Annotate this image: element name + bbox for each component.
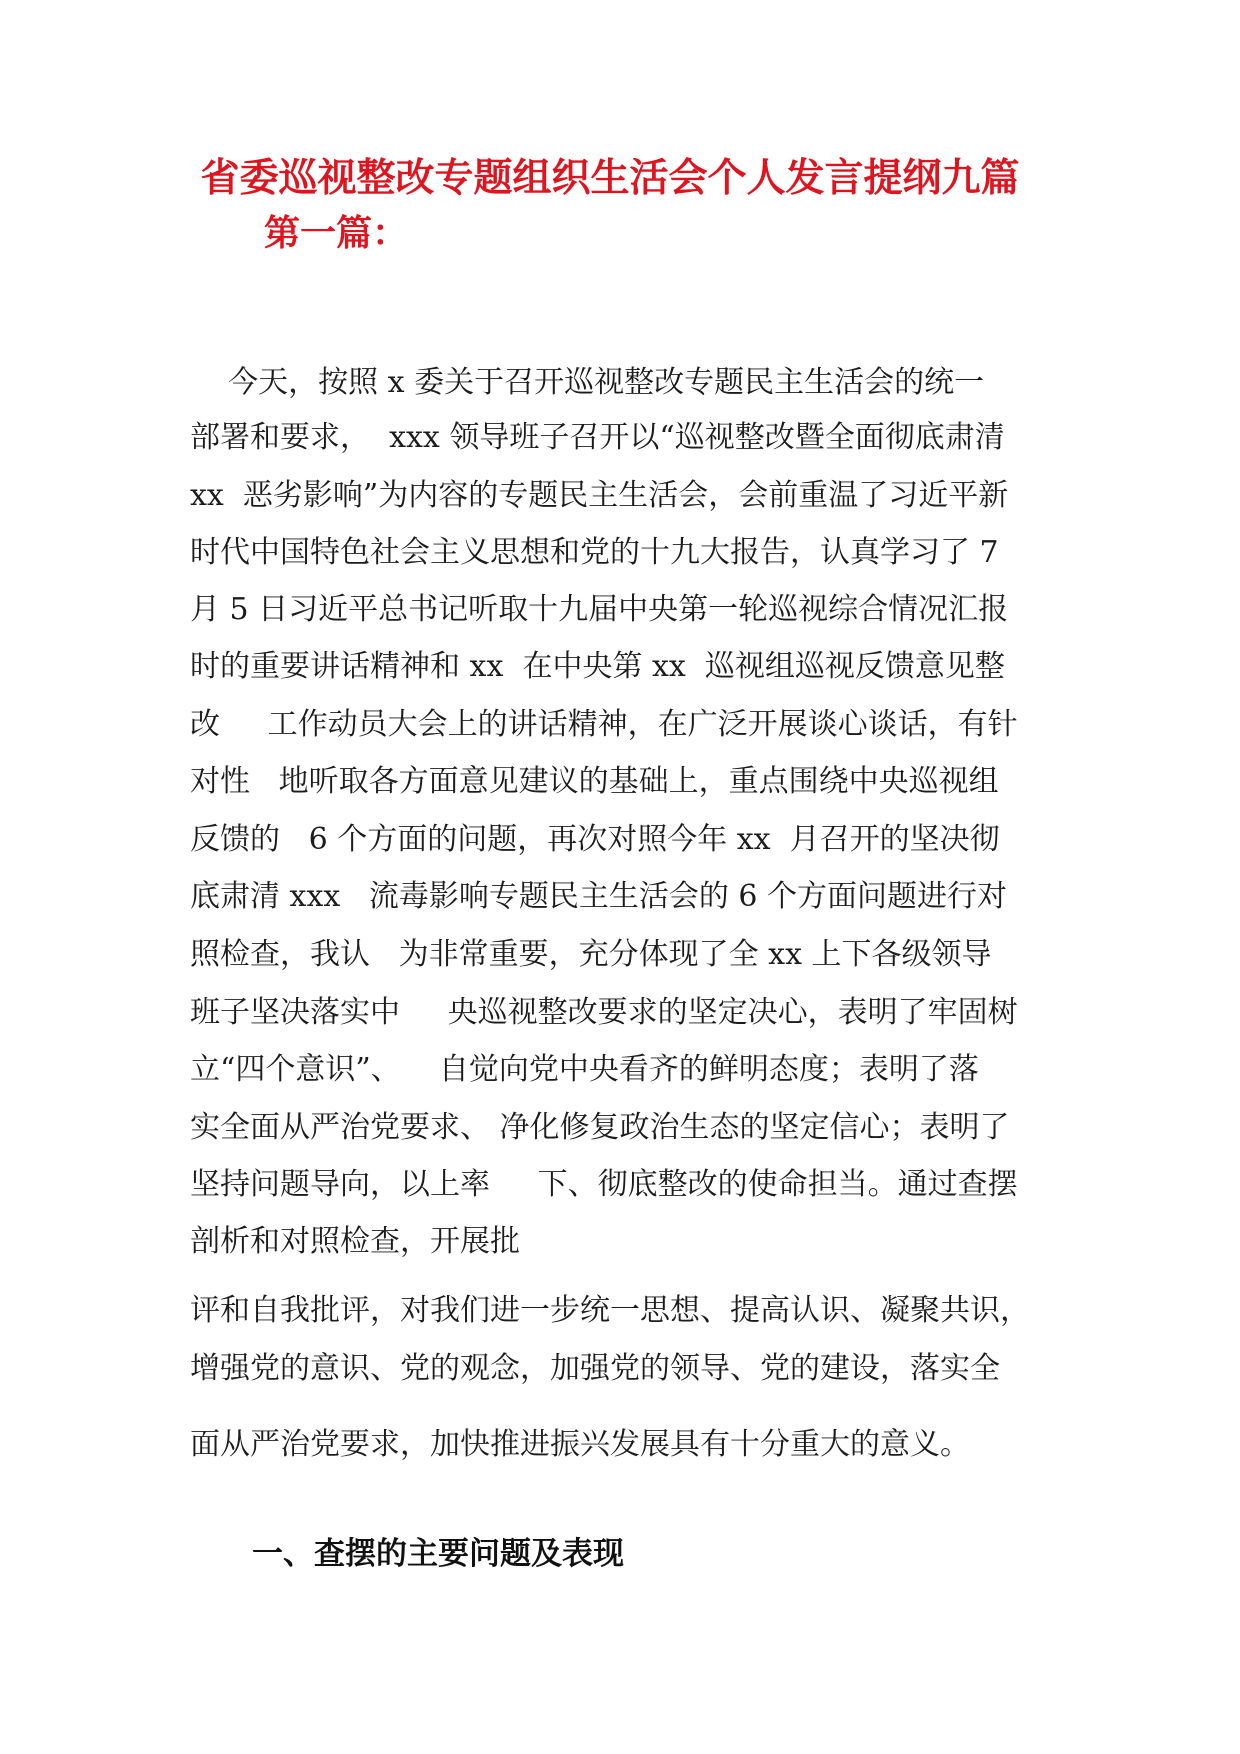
paragraph-line: 照检查，我认 为非常重要，充分体现了全 xx 上下各级领导 [190, 937, 992, 972]
section-label: 第一篇： [264, 212, 409, 254]
paragraph-line: 立“四个意识”、 自觉向党中央看齐的鲜明态度；表明了落 [190, 1052, 979, 1087]
paragraph-line: 部署和要求， xxx 领导班子召开以“巡视整改暨全面彻底肃清 [190, 420, 1005, 455]
paragraph-line: 今天，按照 x 委关于召开巡视整改专题民主生活会的统一 [190, 365, 985, 400]
paragraph-line: xx 恶劣影响”为内容的专题民主生活会，会前重温了习近平新 [190, 478, 1009, 513]
paragraph-line: 班子坚决落实中 央巡视整改要求的坚定决心，表明了牢固树 [190, 995, 1018, 1030]
paragraph-line: 增强党的意识、党的观念，加强党的领导、党的建设，落实全 [190, 1351, 1000, 1386]
paragraph-line: 对性 地听取各方面意见建议的基础上，重点围绕中央巡视组 [190, 764, 999, 799]
paragraph-line: 反馈的 6 个方面的问题，再次对照今年 xx 月召开的坚决彻 [190, 822, 1000, 857]
paragraph-line: 坚持问题导向，以上率 下、彻底整改的使命担当。通过查摆 [190, 1167, 1018, 1202]
paragraph-line: 时代中国特色社会主义思想和党的十九大报告，认真学习了 7 [190, 535, 999, 570]
paragraph-line: 评和自我批评，对我们进一步统一思想、提高认识、凝聚共识， [190, 1293, 1030, 1328]
paragraph-line: 月 5 日习近平总书记听取十九届中央第一轮巡视综合情况汇报 [190, 592, 1009, 627]
section-heading: 一、查摆的主要问题及表现 [252, 1536, 624, 1572]
paragraph-line: 面从严治党要求，加快推进振兴发展具有十分重大的意义。 [190, 1427, 970, 1462]
paragraph-line: 底肃清 xxx 流毒影响专题民主生活会的 6 个方面问题进行对 [190, 879, 1008, 914]
document-title: 省委巡视整改专题组织生活会个人发言提纲九篇 [200, 155, 1020, 201]
paragraph-line: 改 工作动员大会上的讲话精神，在广泛开展谈心谈话，有针 [190, 707, 1018, 742]
paragraph-line: 时的重要讲话精神和 xx 在中央第 xx 巡视组巡视反馈意见整 [190, 649, 1005, 684]
paragraph-line: 剖析和对照检查，开展批 [190, 1224, 520, 1259]
paragraph-line: 实全面从严治党要求、 净化修复政治生态的坚定信心；表明了 [190, 1110, 1010, 1145]
